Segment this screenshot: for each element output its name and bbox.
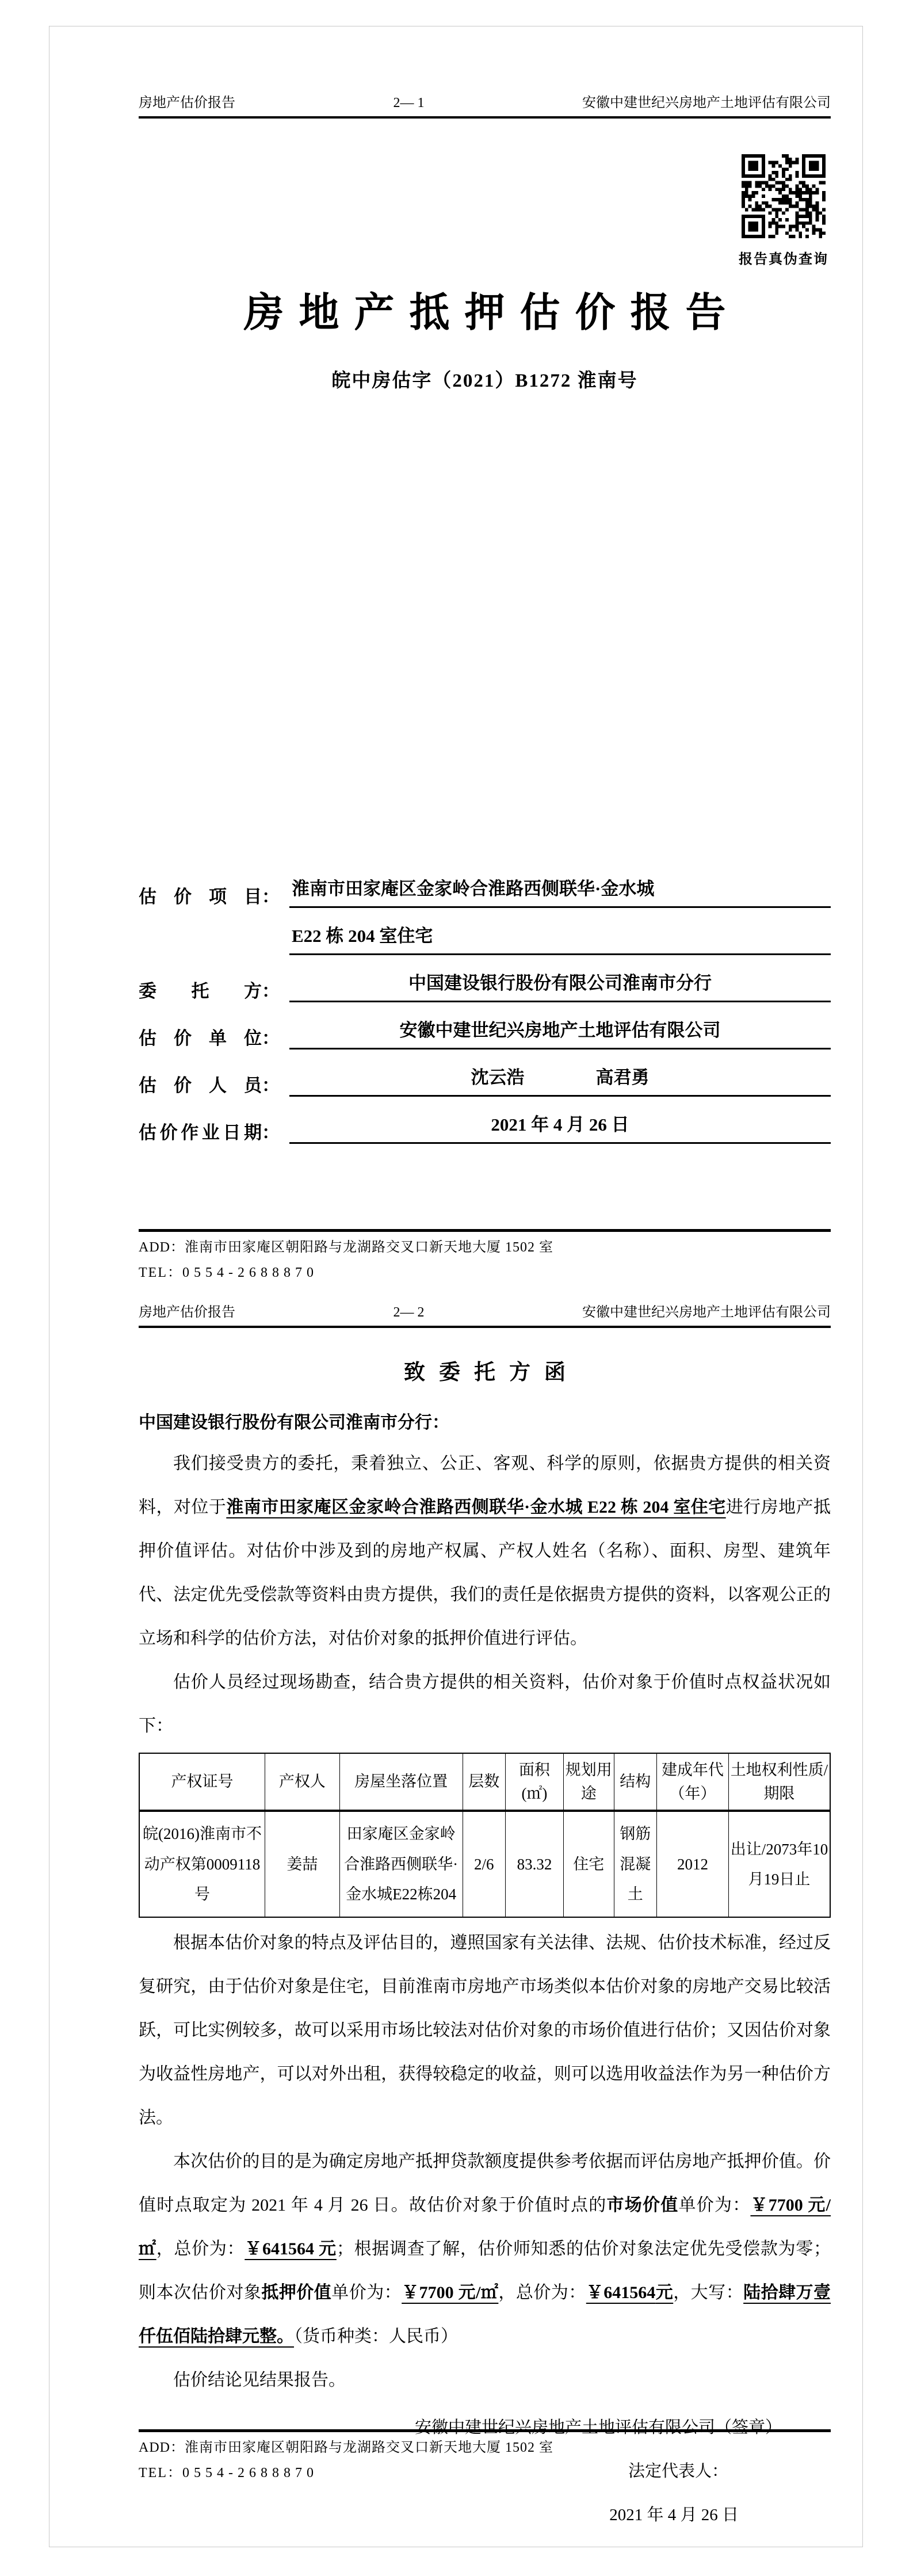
running-header-right: 安徽中建世纪兴房地产土地评估有限公司 (582, 96, 831, 110)
form-row-date (139, 1108, 831, 1144)
table-header-row (139, 1753, 830, 1811)
qr-caption: 报告真伪查询 (739, 252, 828, 268)
colon: ： (262, 981, 280, 1002)
letter-page (49, 1290, 862, 2547)
footer-address: ADD：淮南市田家庵区朝阳路与龙湖路交叉口新天地大厦 1502 室 (139, 1240, 553, 1255)
table-header-cell: 层数 (463, 1753, 505, 1811)
form-label-text: 估价单位 (139, 1028, 262, 1049)
letter-title: 致委托方函 (404, 1361, 579, 1385)
running-header (139, 1290, 831, 1322)
table-header-cell: 结构 (614, 1753, 656, 1811)
text-segment: 我们接受贵方的委托，秉着独立、公正、客观、科学的原则，依据贵方提供的相关资料，对位于 (139, 1454, 831, 1517)
page-number: 2— 2 (393, 1305, 425, 1320)
table-header-cell: 面积(㎡) (506, 1753, 564, 1811)
text-segment: 进行房地产抵押价值评估。对估价中涉及到的房地产权属、产权人姓名（名称）、面积、房型、建筑年代、法定优先受偿款等资料由贵方提供，我们的责任是依据贵方提供的资料，以客观公正的立场和科学的估价方法，对估价对象的抵押价值进行评估。 (139, 1498, 831, 1648)
paragraph-valuation (139, 2140, 831, 2359)
table-cell-floor: 2/6 (463, 1811, 505, 1917)
footer-telephone (139, 1264, 831, 1282)
paragraph-methods: 根据本估价对象的特点及评估目的，遵照国家有关法律、法规、估价技术标准，经过反复研究，由于估价对象是住宅，目前淮南市房地产市场类似本估价对象的房地产交易比较活跃，可比实例较多，故可以采用市场比较法对估价对象的市场价值进行估价；又因估价对象为收益性房地产，可以对外出租，获得较稳定的收益，则可以选用收益法作为另一种估价方法。 (139, 1933, 831, 2128)
form-label (139, 1024, 289, 1050)
form-value-project-line2: E22 栋 204 室住宅 (289, 924, 831, 955)
table-cell-land-right: 出让/2073年10月19日止 (728, 1811, 830, 1917)
page-footer (139, 1229, 831, 1282)
report-title: 房地产抵押估价报告 (243, 291, 741, 336)
text-segment: 抵押价值 (261, 2283, 332, 2303)
text-segment: ￥7700 元/㎡ (139, 2196, 831, 2259)
report-document (49, 26, 863, 2547)
tel-label: TEL： (139, 2465, 182, 2480)
page-number: 2— 1 (393, 96, 425, 110)
footer-address: ADD：淮南市田家庵区朝阳路与龙湖路交叉口新天地大厦 1502 室 (139, 2440, 553, 2456)
text-segment: ；根据调查了解，估价师知悉的估价对象法定优先受偿款为零；则本次估价对象 (139, 2239, 831, 2303)
table-row (139, 1811, 830, 1917)
paragraph-survey: 估价人员经过现场勘查，结合贵方提供的相关资料，估价对象于价值时点权益状况如下： (139, 1673, 831, 1736)
running-header-left: 房地产估价报告 (139, 1305, 235, 1320)
salutation: 中国建设银行股份有限公司淮南市分行： (139, 1413, 449, 1433)
cover-page (49, 26, 862, 1290)
text-segment: ，总价为： (498, 2283, 586, 2303)
table-header-cell: 建成年代（年） (657, 1753, 729, 1811)
text-segment: ，总价为： (156, 2239, 245, 2259)
form-label-text: 委托方 (139, 981, 262, 1002)
colon: ： (262, 887, 280, 907)
signature-legal-rep: 法定代表人： (628, 2462, 728, 2481)
form-row-project-line2 (139, 919, 831, 955)
cover-form (139, 872, 831, 1144)
table-cell-area: 83.32 (506, 1811, 564, 1917)
form-row-project (139, 872, 831, 908)
running-header (139, 26, 831, 112)
table-header-cell: 产权证号 (139, 1753, 265, 1811)
table-cell-year: 2012 (657, 1811, 729, 1917)
running-header-right: 安徽中建世纪兴房地产土地评估有限公司 (582, 1305, 831, 1320)
footer-telephone (139, 2464, 831, 2482)
tel-value: 0554-2688870 (182, 1265, 318, 1280)
paragraph-intro (139, 1442, 831, 1661)
qr-code (742, 154, 826, 238)
table-header-cell: 规划用途 (563, 1753, 614, 1811)
form-label (139, 976, 289, 1002)
form-value-agency: 安徽中建世纪兴房地产土地评估有限公司 (289, 1018, 831, 1050)
text-segment: ￥641564 (586, 2283, 656, 2303)
form-label (139, 882, 289, 908)
text-segment: 陆拾肆万壹仟伍佰陆拾肆元整。 (139, 2283, 831, 2346)
form-label-text: 估价项目 (139, 887, 262, 907)
property-rights-table (139, 1753, 831, 1918)
form-value-appraisers: 沈云浩 高君勇 (289, 1066, 831, 1097)
tel-value: 0554-2688870 (182, 2465, 318, 2480)
form-row-agency (139, 1014, 831, 1050)
colon: ： (262, 1028, 280, 1049)
text-segment: ，大写： (673, 2283, 744, 2303)
table-cell-owner: 姜喆 (265, 1811, 340, 1917)
form-label (139, 1071, 289, 1097)
paragraph-closing: 估价结论见结果报告。 (173, 2371, 346, 2390)
form-label-text: 估价人员 (139, 1075, 262, 1096)
form-row-appraisers (139, 1061, 831, 1097)
page-footer (139, 2429, 831, 2482)
form-label (139, 1118, 289, 1144)
text-segment: 淮南市田家庵区金家岭合淮路西侧联华·金水城 E22 栋 204 室住宅 (226, 1498, 726, 1517)
tel-label: TEL： (139, 1265, 182, 1280)
form-value-project: 淮南市田家庵区金家岭合淮路西侧联华·金水城 (289, 877, 831, 908)
form-value-date: 2021 年 4 月 26 日 (289, 1113, 831, 1144)
colon: ： (262, 1075, 280, 1096)
table-cell-location: 田家庵区金家岭合淮路西侧联华·金水城E22栋204 (339, 1811, 463, 1917)
table-cell-structure: 钢筋混凝土 (614, 1811, 656, 1917)
header-rule (139, 116, 831, 119)
text-segment: 单价为： (331, 2283, 402, 2303)
text-segment: 本次估价的目的是为确定房地产抵押贷款额度提供参考依据而评估房地产抵押价值。价值时点取定为 2021 年 4 月 26 日。故估价对象于价值时点的 (139, 2152, 831, 2215)
text-segment: 市场价值 (606, 2196, 679, 2215)
text-segment: ￥7700 元/㎡ (402, 2283, 499, 2303)
running-header-left: 房地产估价报告 (139, 96, 235, 110)
table-cell-use: 住宅 (563, 1811, 614, 1917)
text-segment: （货币种类：人民币） (294, 2327, 458, 2346)
form-label-text: 估价作业日期 (139, 1123, 262, 1143)
signature-date: 2021 年 4 月 26 日 (609, 2506, 739, 2525)
table-header-cell: 房屋坐落位置 (339, 1753, 463, 1811)
table-cell-cert-no: 皖(2016)淮南市不动产权第0009118号 (139, 1811, 265, 1917)
report-number: 皖中房估字（2021）B1272 淮南号 (331, 371, 638, 392)
header-rule (139, 1326, 831, 1328)
colon: ： (262, 1123, 280, 1143)
footer-rule (139, 2429, 831, 2432)
footer-rule (139, 1229, 831, 1232)
text-segment: 单价为： (678, 2196, 751, 2215)
form-value-client: 中国建设银行股份有限公司淮南市分行 (289, 971, 831, 1002)
table-header-cell: 土地权利性质/期限 (728, 1753, 830, 1811)
form-row-client (139, 967, 831, 1002)
signature-company: 安徽中建世纪兴房地产土地评估有限公司（签章） (414, 2418, 782, 2437)
text-segment: ￥641564 元 (245, 2239, 337, 2259)
table-header-cell: 产权人 (265, 1753, 340, 1811)
text-segment: 元 (655, 2283, 674, 2303)
qr-block (738, 154, 830, 268)
